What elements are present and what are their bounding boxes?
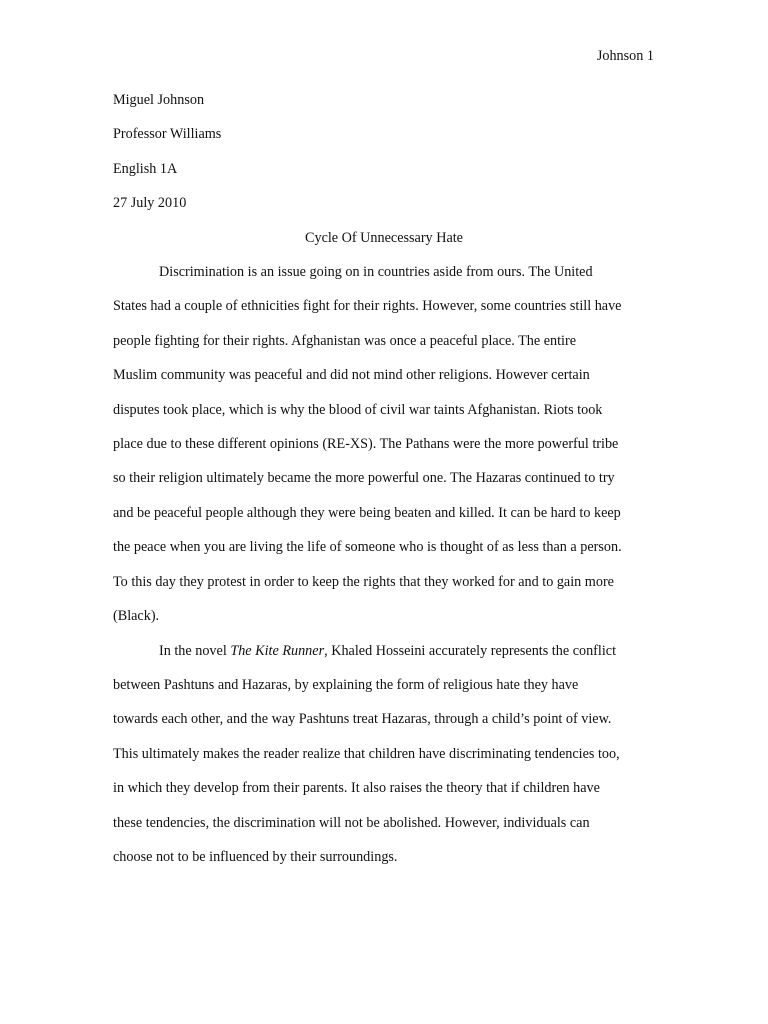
- running-head: Johnson 1: [596, 48, 654, 64]
- professor-name: Professor Williams: [113, 126, 222, 143]
- paragraph-first-line: [113, 634, 655, 668]
- paragraph-line: This ultimately makes the reader realize that children have discriminating tendencies too,: [113, 745, 620, 762]
- essay-title: Cycle Of Unnecessary Hate: [305, 229, 463, 246]
- paragraph-line: place due to these different opinions (RE-XS). The Pathans were the more powerful tribe: [113, 436, 619, 453]
- paragraph-line: these tendencies, the discrimination will not be abolished. However, individuals can: [113, 814, 590, 831]
- paragraph-line: Discrimination is an issue going on in countries aside from ours. The United: [159, 264, 593, 281]
- course-name: English 1A: [113, 160, 178, 177]
- paragraph-prefix: In the novel: [159, 642, 231, 659]
- paragraph-line: Muslim community was peaceful and did not mind other religions. However certain: [113, 367, 590, 384]
- paragraph-line: towards each other, and the way Pashtuns treat Hazaras, through a child’s point of view.: [113, 711, 612, 728]
- paragraph-line: choose not to be influenced by their surroundings.: [113, 848, 398, 865]
- paragraph-2: [113, 634, 655, 875]
- paragraph-1: [113, 255, 655, 633]
- paragraph-line: disputes took place, which is why the blood of civil war taints Afghanistan. Riots took: [113, 401, 603, 418]
- essay-content: [113, 83, 655, 874]
- paragraph-line: in which they develop from their parents. It also raises the theory that if children have: [113, 780, 600, 797]
- paragraph-line: the peace when you are living the life of someone who is thought of as less than a person.: [113, 539, 622, 556]
- paragraph-line: and be peaceful people although they were being beaten and killed. It can be hard to keep: [113, 504, 621, 521]
- paragraph-line: States had a couple of ethnicities fight for their rights. However, some countries still have: [113, 298, 622, 315]
- paragraph-suffix: , Khaled Hosseini accurately represents the conflict: [324, 642, 617, 659]
- student-name: Miguel Johnson: [113, 92, 205, 108]
- paragraph-line: people fighting for their rights. Afghanistan was once a peaceful place. The entire: [113, 332, 577, 349]
- paragraph-line: To this day they protest in order to keep the rights that they worked for and to gain more: [113, 573, 614, 590]
- paragraph-line: (Black).: [113, 608, 160, 625]
- paragraph-line: between Pashtuns and Hazaras, by explaining the form of religious hate they have: [113, 676, 579, 693]
- essay-date: 27 July 2010: [113, 195, 187, 212]
- paragraph-line: so their religion ultimately became the more powerful one. The Hazaras continued to try: [113, 470, 615, 487]
- book-title: The Kite Runner: [230, 642, 325, 659]
